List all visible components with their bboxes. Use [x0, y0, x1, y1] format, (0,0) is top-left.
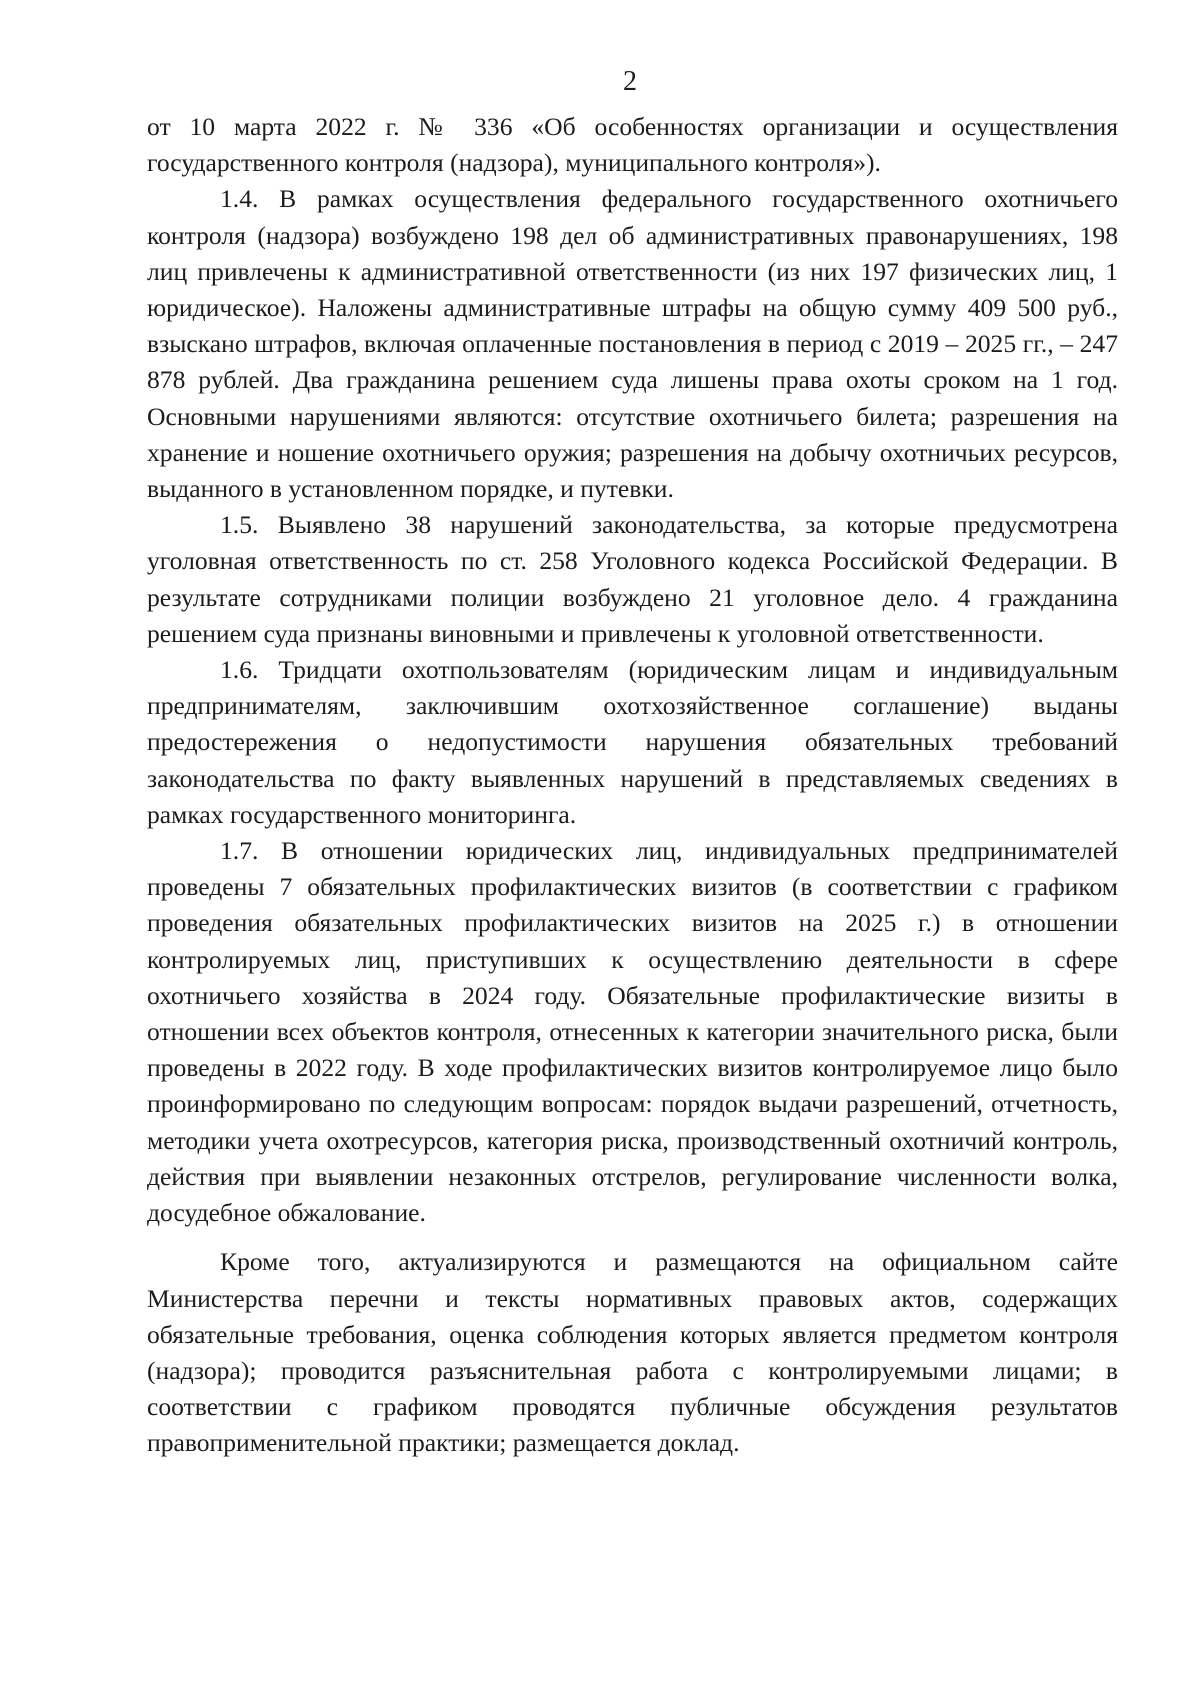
- paragraph-additional: Кроме того, актуализируются и размещаются на официальном сайте Министерства перечни и тексты нормативных правовых актов, содержащих обязательные требования, оценка соблюдения которых является предметом контроля (надзора); проводится разъяснительная работа с контролируемыми лицами; в соответствии с графиком проводятся публичные обсуждения результатов правоприменительной практики; размещается доклад.: [147, 1247, 1118, 1458]
- document-body: [147, 109, 1118, 1462]
- paragraph-1-7: 1.7. В отношении юридических лиц, индивидуальных предпринимателей проведены 7 обязательных профилактических визитов (в соответствии с графиком проведения обязательных профилактических визитов на 2025 г.) в отношении контролируемых лиц, приступивших к осуществлению деятельности в сфере охотничьего хозяйства в 2024 году. Обязательные профилактические визиты в отношении всех объектов контроля, отнесенных к категории значительного риска, были проведены в 2022 году. В ходе профилактических визитов контролируемое лицо было проинформировано по следующим вопросам: порядок выдачи разрешений, отчетность, методики учета охотресурсов, категория риска, производственный охотничий контроль, действия при выявлении незаконных отстрелов, регулирование численности волка, досудебное обжалование.: [147, 836, 1118, 1228]
- paragraph-1-4: 1.4. В рамках осуществления федерального государственного охотничьего контроля (надзора) возбуждено 198 дел об административных правонарушениях, 198 лиц привлечены к административной ответственности (из них 197 физических лиц, 1 юридическое). Наложены административные штрафы на общую сумму 409 500 руб., взыскано штрафов, включая оплаченные постановления в период с 2019 – 2025 гг., – 247 878 рублей. Два гражданина решением суда лишены права охоты сроком на 1 год. Основными нарушениями являются: отсутствие охотничьего билета; разрешения на хранение и ношение охотничьего оружия; разрешения на добычу охотничьих ресурсов, выданного в установленном порядке, и путевки.: [147, 184, 1118, 504]
- paragraph-1-5: 1.5. Выявлено 38 нарушений законодательства, за которые предусмотрена уголовная ответственность по ст. 258 Уголовного кодекса Российской Федерации. В результате сотрудниками полиции возбуждено 21 уголовное дело. 4 гражданина решением суда признаны виновными и привлечены к уголовной ответственности.: [147, 510, 1118, 648]
- paragraph-1-6: 1.6. Тридцати охотпользователям (юридическим лицам и индивидуальным предпринимателям, заключившим охотхозяйственное соглашение) выданы предостережения о недопустимости нарушения обязательных требований законодательства по факту выявленных нарушений в представляемых сведениях в рамках государственного мониторинга.: [147, 655, 1118, 829]
- paragraph-continuation: от 10 марта 2022 г. № 336 «Об особенностях организации и осуществления государственного контроля (надзора), муниципального контроля»).: [147, 112, 1118, 178]
- page-number: 2: [623, 66, 637, 97]
